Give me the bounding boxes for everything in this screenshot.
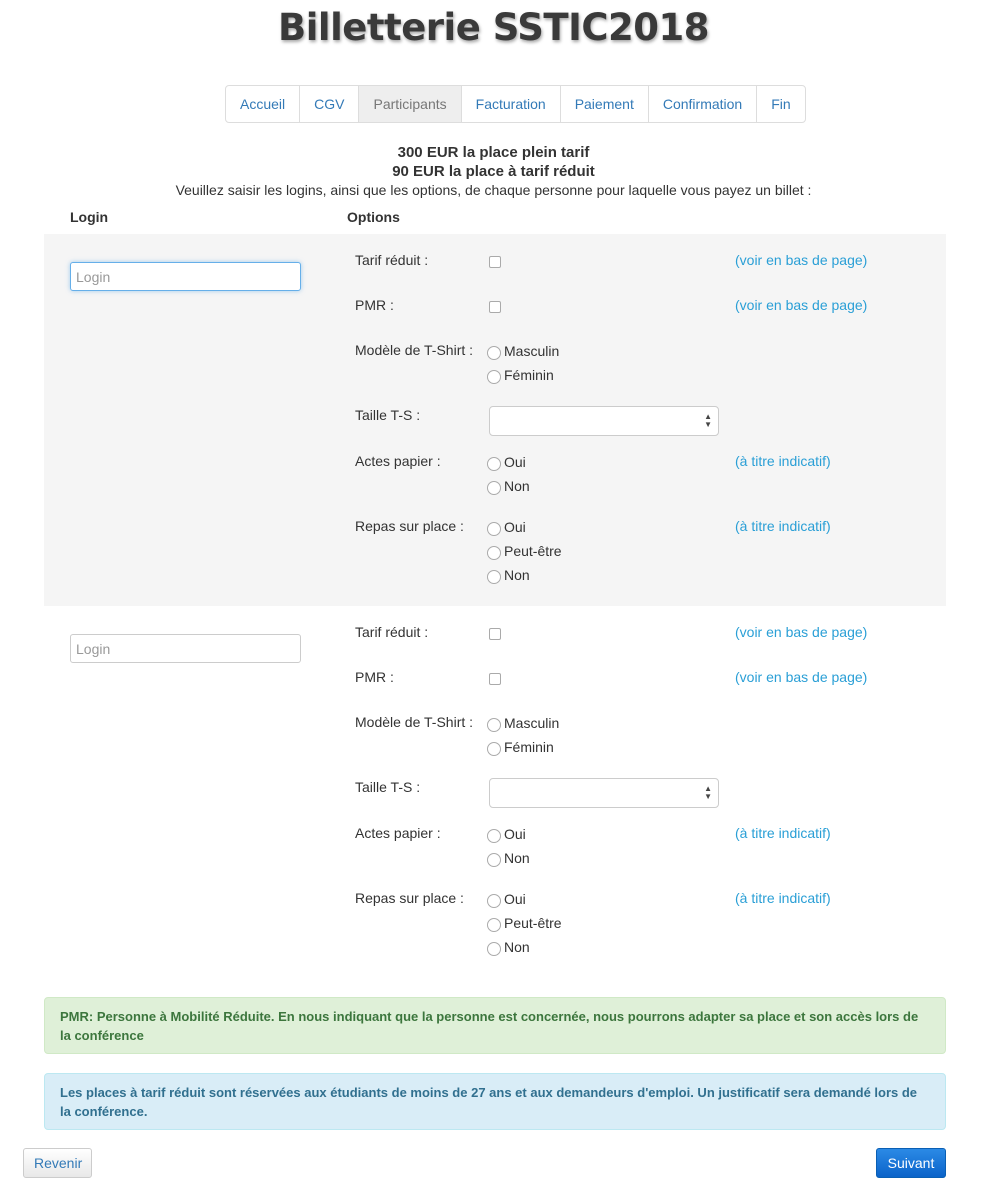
pricing-info (0, 143, 987, 200)
tarif-hint[interactable]: (voir en bas de page) (735, 624, 868, 640)
actes-label: Actes papier : (355, 453, 441, 469)
pmr-hint[interactable]: (voir en bas de page) (735, 669, 868, 685)
login-input[interactable] (70, 262, 301, 291)
repas-non-option[interactable]: Non (487, 938, 530, 956)
radio-icon[interactable] (487, 718, 501, 732)
repas-hint: (à titre indicatif) (735, 518, 831, 534)
radio-icon[interactable] (487, 570, 501, 584)
radio-icon[interactable] (487, 942, 501, 956)
repas-label: Repas sur place : (355, 518, 464, 534)
radio-icon[interactable] (487, 370, 501, 384)
page-title: Billetterie SSTIC2018 (278, 6, 709, 49)
tshirt-masculin-option[interactable]: Masculin (487, 714, 559, 732)
tarif-label: Tarif réduit : (355, 624, 429, 640)
step-participants[interactable]: Participants (359, 86, 461, 122)
step-confirmation[interactable]: Confirmation (649, 86, 757, 122)
repas-peut-etre-option[interactable]: Peut-être (487, 914, 562, 932)
pmr-alert: PMR: Personne à Mobilité Réduite. En nous indiquant que la personne est concernée, nous pourrons adapter sa place et son accès lors de la conférence (44, 997, 946, 1054)
radio-icon[interactable] (487, 346, 501, 360)
repas-peut-etre-option[interactable]: Peut-être (487, 542, 562, 560)
select-arrows-icon: ▲ ▼ (704, 784, 712, 801)
options-column-header: Options (347, 209, 400, 225)
actes-label: Actes papier : (355, 825, 441, 841)
radio-icon[interactable] (487, 918, 501, 932)
repas-oui-option[interactable]: Oui (487, 518, 526, 536)
tarif-checkbox[interactable] (489, 256, 501, 268)
tshirt-model-label: Modèle de T-Shirt : (355, 342, 474, 358)
pmr-checkbox[interactable] (489, 673, 501, 685)
repas-non-option[interactable]: Non (487, 566, 530, 584)
tarif-hint[interactable]: (voir en bas de page) (735, 252, 868, 268)
radio-icon[interactable] (487, 481, 501, 495)
actes-oui-option[interactable]: Oui (487, 453, 526, 471)
radio-icon[interactable] (487, 457, 501, 471)
repas-label: Repas sur place : (355, 890, 464, 906)
select-arrows-icon: ▲ ▼ (704, 412, 712, 429)
step-facturation[interactable]: Facturation (462, 86, 561, 122)
tshirt-size-label: Taille T-S : (355, 407, 421, 423)
pmr-hint[interactable]: (voir en bas de page) (735, 297, 868, 313)
tshirt-masculin-option[interactable]: Masculin (487, 342, 559, 360)
radio-icon[interactable] (487, 829, 501, 843)
actes-hint: (à titre indicatif) (735, 825, 831, 841)
actes-non-option[interactable]: Non (487, 849, 530, 867)
repas-hint: (à titre indicatif) (735, 890, 831, 906)
participant-row-2 (44, 606, 946, 978)
radio-icon[interactable] (487, 522, 501, 536)
tshirt-size-select[interactable] (489, 778, 719, 808)
pmr-label: PMR : (355, 297, 394, 313)
actes-non-option[interactable]: Non (487, 477, 530, 495)
tarif-label: Tarif réduit : (355, 252, 429, 268)
tarif-checkbox[interactable] (489, 628, 501, 640)
tshirt-size-label: Taille T-S : (355, 779, 421, 795)
participant-row-1 (44, 234, 946, 606)
back-button[interactable]: Revenir (23, 1148, 92, 1178)
step-cgv[interactable]: CGV (300, 86, 359, 122)
tshirt-feminin-option[interactable]: Féminin (487, 738, 554, 756)
radio-icon[interactable] (487, 894, 501, 908)
tshirt-feminin-option[interactable]: Féminin (487, 366, 554, 384)
step-fin[interactable]: Fin (771, 96, 791, 112)
next-button[interactable]: Suivant (876, 1148, 946, 1178)
radio-icon[interactable] (487, 546, 501, 560)
tshirt-size-select[interactable] (489, 406, 719, 436)
step-paiement[interactable]: Paiement (561, 86, 649, 122)
step-accueil[interactable]: Accueil (226, 86, 300, 122)
tshirt-model-label: Modèle de T-Shirt : (355, 714, 474, 730)
reduced-rate-alert: Les places à tarif réduit sont réservées aux étudiants de moins de 27 ans et aux demandeurs d'emploi. Un justificatif sera demandé lors de la conférence. (44, 1073, 946, 1130)
actes-hint: (à titre indicatif) (735, 453, 831, 469)
login-input[interactable] (70, 634, 301, 663)
pmr-label: PMR : (355, 669, 394, 685)
repas-oui-option[interactable]: Oui (487, 890, 526, 908)
price-reduced: 90 EUR la place à tarif réduit (392, 163, 595, 180)
intro-text: Veuillez saisir les logins, ainsi que les options, de chaque personne pour laquelle vous payez un billet : (175, 182, 812, 198)
actes-oui-option[interactable]: Oui (487, 825, 526, 843)
pmr-checkbox[interactable] (489, 301, 501, 313)
price-full: 300 EUR la place plein tarif (397, 144, 590, 161)
wizard-steps (225, 85, 806, 123)
radio-icon[interactable] (487, 742, 501, 756)
login-column-header: Login (70, 209, 109, 225)
radio-icon[interactable] (487, 853, 501, 867)
